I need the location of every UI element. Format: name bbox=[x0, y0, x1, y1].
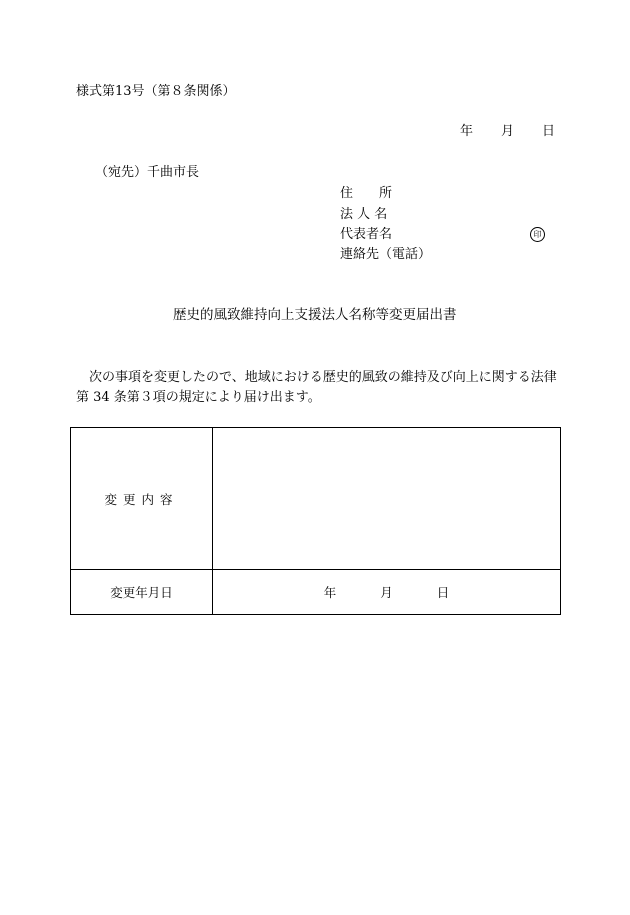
change-date-label-cell bbox=[71, 570, 213, 615]
applicant-representative-row bbox=[340, 227, 392, 243]
change-date-day-label: 日 bbox=[436, 585, 450, 600]
submission-date bbox=[460, 124, 555, 140]
change-content-value[interactable] bbox=[213, 428, 561, 570]
document-title: 歴史的風致維持向上支援法人名称等変更届出書 bbox=[173, 307, 457, 323]
change-date-value[interactable] bbox=[213, 570, 561, 615]
addressee: （宛先）千曲市長 bbox=[95, 165, 200, 180]
date-day-label: 日 bbox=[542, 124, 556, 139]
seal-mark: 印 bbox=[530, 227, 545, 242]
change-date-year-label: 年 bbox=[323, 585, 337, 600]
change-table bbox=[70, 427, 561, 615]
applicant-corporation-row bbox=[340, 207, 387, 223]
representative-label: 代表者名 bbox=[340, 227, 393, 242]
change-date-month-label: 月 bbox=[380, 585, 393, 600]
form-number: 様式第13号（第８条関係） bbox=[76, 84, 236, 99]
date-year-label: 年 bbox=[460, 124, 474, 139]
change-date-label: 変更年月日 bbox=[110, 585, 173, 600]
applicant-address-row bbox=[340, 186, 392, 202]
change-date-row bbox=[71, 570, 561, 615]
contact-label: 連絡先（電話） bbox=[340, 247, 432, 262]
applicant-contact-row bbox=[340, 247, 431, 263]
change-content-row bbox=[71, 428, 561, 570]
body-text: 次の事項を変更したので、地域における歴史的風致の維持及び向上に関する法律第 34 条第３項の規定により届け出ます。 bbox=[76, 370, 557, 405]
change-content-label-cell bbox=[71, 428, 213, 570]
address-label: 住 所 bbox=[340, 186, 393, 201]
change-content-label: 変更内容 bbox=[104, 491, 179, 507]
date-month-label: 月 bbox=[501, 124, 515, 139]
corporation-name-label: 法 人 名 bbox=[340, 207, 388, 222]
